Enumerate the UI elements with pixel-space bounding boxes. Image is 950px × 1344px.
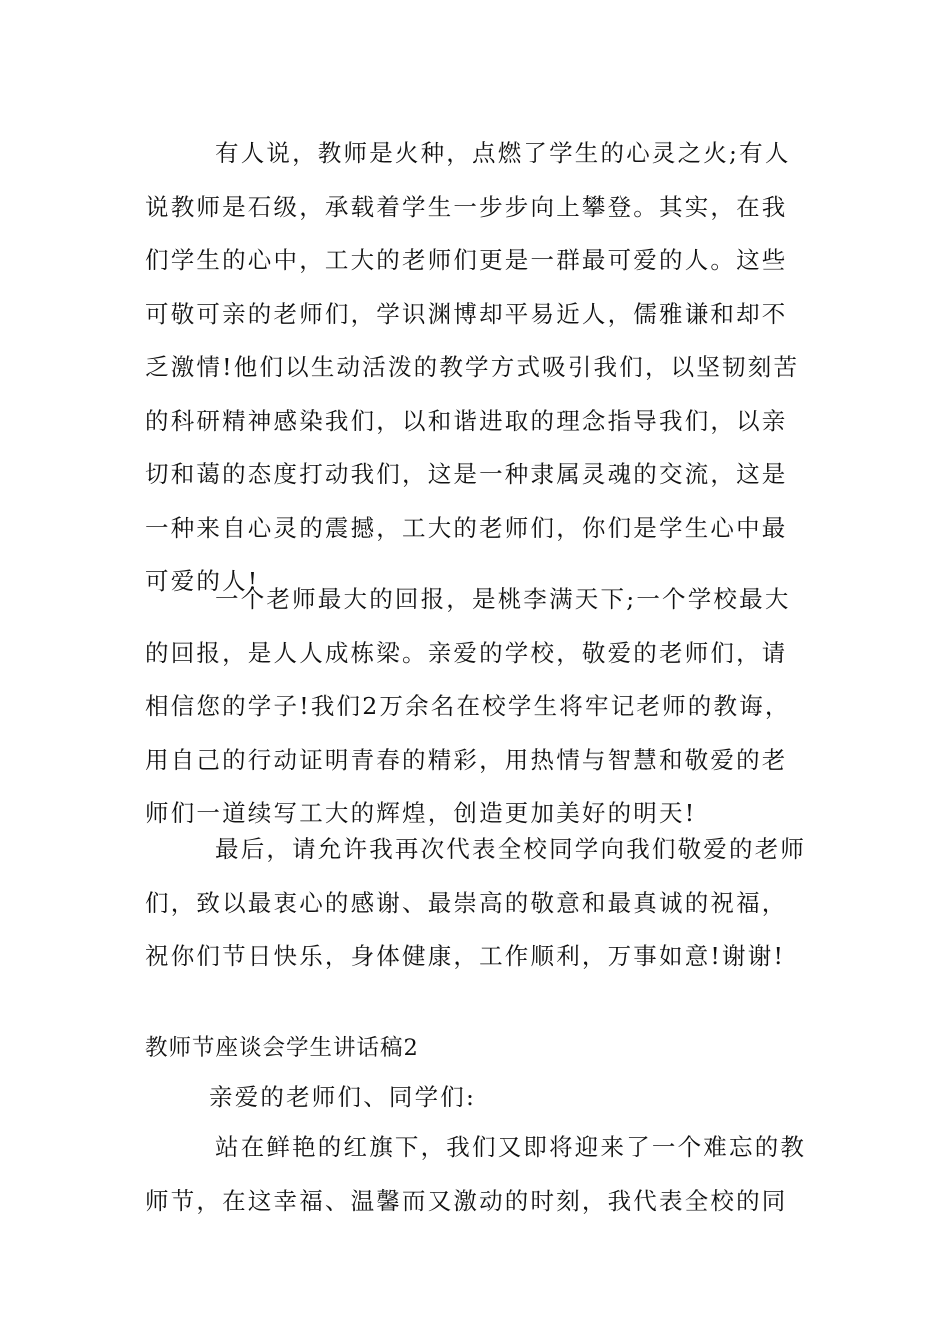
paragraph-closing <box>145 823 810 984</box>
text-line: 师节，在这幸福、温馨而又激动的时刻，我代表全校的同 <box>145 1186 788 1215</box>
text-line: 可爱的人! <box>145 567 260 595</box>
text-line: 师们一道续写工大的辉煌，创造更加美好的明天! <box>145 799 697 827</box>
text-line: 的回报，是人人成栋梁。亲爱的学校，敬爱的老师们，请 <box>145 638 788 667</box>
text-line: 相信您的学子!我们2万余名在校学生将牢记老师的教诲， <box>145 692 791 720</box>
paragraph-reward <box>145 573 810 841</box>
text-line: 用自己的行动证明青春的精彩，用热情与智慧和敬爱的老 <box>145 745 788 774</box>
text-line: 一个老师最大的回报，是桃李满天下;一个学校最大 <box>215 585 791 613</box>
text-line: 祝你们节日快乐，身体健康，工作顺利，万事如意!谢谢! <box>145 942 786 970</box>
text-line: 们，致以最衷心的感谢、最崇高的敬意和最真诚的祝福， <box>145 888 788 917</box>
text-line: 的科研精神感染我们，以和谐进取的理念指导我们，以亲 <box>145 406 788 435</box>
text-line: 一种来自心灵的震撼，工大的老师们，你们是学生心中最 <box>145 513 788 542</box>
text-line: 切和蔼的态度打动我们，这是一种隶属灵魂的交流，这是 <box>145 460 788 488</box>
text-line: 有人说，教师是火种，点燃了学生的心灵之火;有人 <box>215 139 791 167</box>
text-line: 乏激情!他们以生动活泼的教学方式吸引我们，以坚韧刻苦 <box>145 353 800 381</box>
section-title: 教师节座谈会学生讲话稿2 <box>145 1035 419 1061</box>
text-line: 站在鲜艳的红旗下，我们又即将迎来了一个难忘的教 <box>215 1133 807 1161</box>
salutation <box>145 1071 810 1125</box>
paragraph-opening <box>145 1121 810 1228</box>
paragraph-teachers-tribute <box>145 127 810 609</box>
text-line: 最后，请允许我再次代表全校同学向我们敬爱的老师 <box>215 835 807 863</box>
section-heading <box>145 1022 810 1076</box>
text-line: 说教师是石级，承载着学生一步步向上攀登。其实，在我 <box>145 192 788 221</box>
salutation-text: 亲爱的老师们、同学们: <box>209 1083 477 1111</box>
text-line: 可敬可亲的老师们，学识渊博却平易近人，儒雅谦和却不 <box>145 299 788 328</box>
text-line: 们学生的心中，工大的老师们更是一群最可爱的人。这些 <box>145 246 788 274</box>
